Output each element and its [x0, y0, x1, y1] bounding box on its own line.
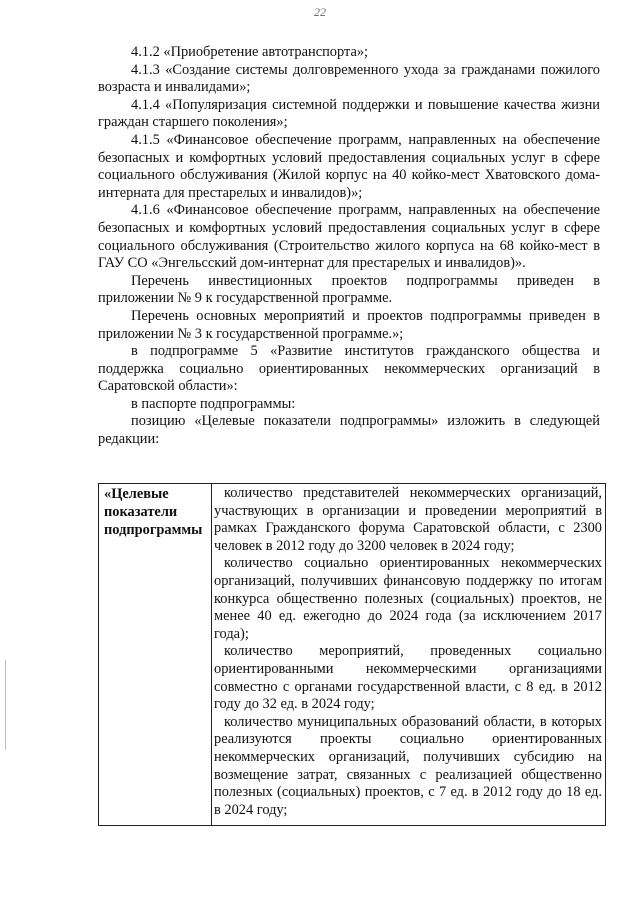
- paragraph-4-1-5: 4.1.5 «Финансовое обеспечение программ, направленных на обеспечение безопасных и комфортных условий предоставления социальных услуг в сфере социального обслуживания (Жилой корпус на 40 койко-мест Хватовского дома-интерната для престарелых и инвалидов)»;: [98, 131, 600, 201]
- indicator-item: количество мероприятий, проведенных социально ориентированными некоммерческими организациями совместно с органами государственной власти, с 8 ед. в 2012 году до 32 ед. в 2024 году;: [214, 643, 602, 713]
- paragraph-investment-projects: Перечень инвестиционных проектов подпрограммы приведен в приложении № 9 к государственной программе.: [98, 272, 600, 307]
- indicator-item: количество муниципальных образований области, в которых реализуются проекты социально ориентированных некоммерческих организаций, получивших субсидию на возмещение затрат, связанных с реализацией общественно полезных (социальных) проектов, с 7 ед. в 2012 году до 18 ед. в 2024 году;: [214, 713, 602, 818]
- paragraph-4-1-4: 4.1.4 «Популяризация системной поддержки и повышение качества жизни граждан старшего поколения»;: [98, 96, 600, 131]
- scan-margin-mark: [5, 660, 6, 750]
- table-content-cell: [212, 484, 606, 825]
- table-row: [99, 484, 605, 825]
- paragraph-position-edit: позицию «Целевые показатели подпрограммы» изложить в следующей редакции:: [98, 413, 600, 448]
- paragraph-main-activities: Перечень основных мероприятий и проектов подпрограммы приведен в приложении № 3 к государственной программе.»;: [98, 307, 600, 342]
- paragraph-4-1-3: 4.1.3 «Создание системы долговременного ухода за гражданами пожилого возраста и инвалидами»;: [98, 61, 600, 96]
- table-label-cell: «Целевые показатели подпрограммы: [99, 484, 212, 825]
- document-body: [98, 44, 600, 449]
- paragraph-passport: в паспорте подпрограммы:: [131, 395, 296, 412]
- target-indicators-table: [98, 483, 606, 826]
- indicator-item: количество социально ориентированных некоммерческих организаций, получивших финансовую поддержку по итогам конкурса общественно полезных (социальных) проектов, не менее 40 ед. ежегодно до 2024 года (за исключением 2017 года);: [214, 555, 602, 642]
- indicator-item: количество представителей некоммерческих организаций, участвующих в организации и проведении мероприятий в рамках Гражданского форума Саратовской области, с 2300 человек в 2012 году до 3200 человек в 2024 году;: [214, 485, 602, 554]
- paragraph-subprogram-5: в подпрограмме 5 «Развитие институтов гражданского общества и поддержка социально ориентированных некоммерческих организаций в Саратовской области»:: [98, 343, 600, 395]
- paragraph-4-1-6: 4.1.6 «Финансовое обеспечение программ, направленных на обеспечение безопасных и комфортных условий предоставления социальных услуг в сфере социального обслуживания (Строительство жилого корпуса на 68 койко-мест в ГАУ СО «Энгельсский дом-интернат для престарелых и инвалидов)».: [98, 202, 600, 272]
- paragraph-4-1-2: 4.1.2 «Приобретение автотранспорта»;: [131, 44, 369, 60]
- page-number: 22: [314, 5, 326, 19]
